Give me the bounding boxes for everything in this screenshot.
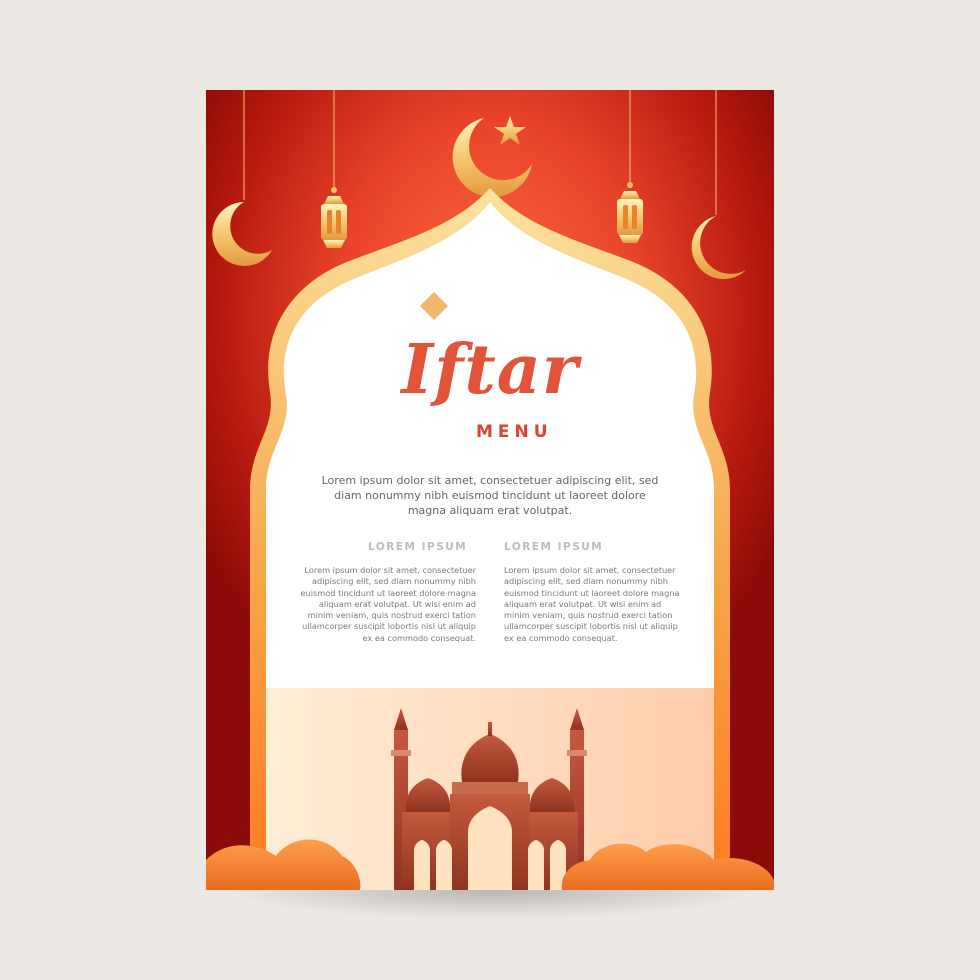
poster-title: Iftar xyxy=(401,330,579,410)
intro-text: Lorem ipsum dolor sit amet, consectetuer adipiscing elit, sed diam nonummy nibh euismod tincidunt ut laoreet dolore magna aliquam erat volutpat. xyxy=(321,474,659,517)
iftar-menu-poster xyxy=(206,90,774,890)
column-body-left: Lorem ipsum dolor sit amet, consectetuer adipiscing elit, sed diam nonummy nibh euismod tincidunt ut laoreet dolore magna aliquam erat volutpat. Ut wisi enim ad minim veniam, quis nostrud exerci tation ullamcorper suscipit lobortis nisl ut aliquip ex ea commodo consequat. xyxy=(300,565,476,643)
lantern-icon xyxy=(321,187,347,248)
hanging-strings xyxy=(244,90,716,215)
column-heading-right: LOREM IPSUM xyxy=(504,541,604,553)
column-body-right: Lorem ipsum dolor sit amet, consectetuer adipiscing elit, sed diam nonummy nibh euismod tincidunt ut laoreet dolore magna aliquam erat volutpat. Ut wisi enim ad minim veniam, quis nostrud exerci tation ullamcorper suscipit lobortis nisl ut aliquip ex ea commodo consequat. xyxy=(504,565,680,643)
crescent-icon xyxy=(692,216,746,279)
crescent-icon xyxy=(212,202,272,266)
column-heading-left: LOREM IPSUM xyxy=(368,541,468,553)
poster-subtitle: MENU xyxy=(476,422,553,442)
crescent-star-icon xyxy=(453,116,532,197)
lantern-icon xyxy=(617,182,643,243)
